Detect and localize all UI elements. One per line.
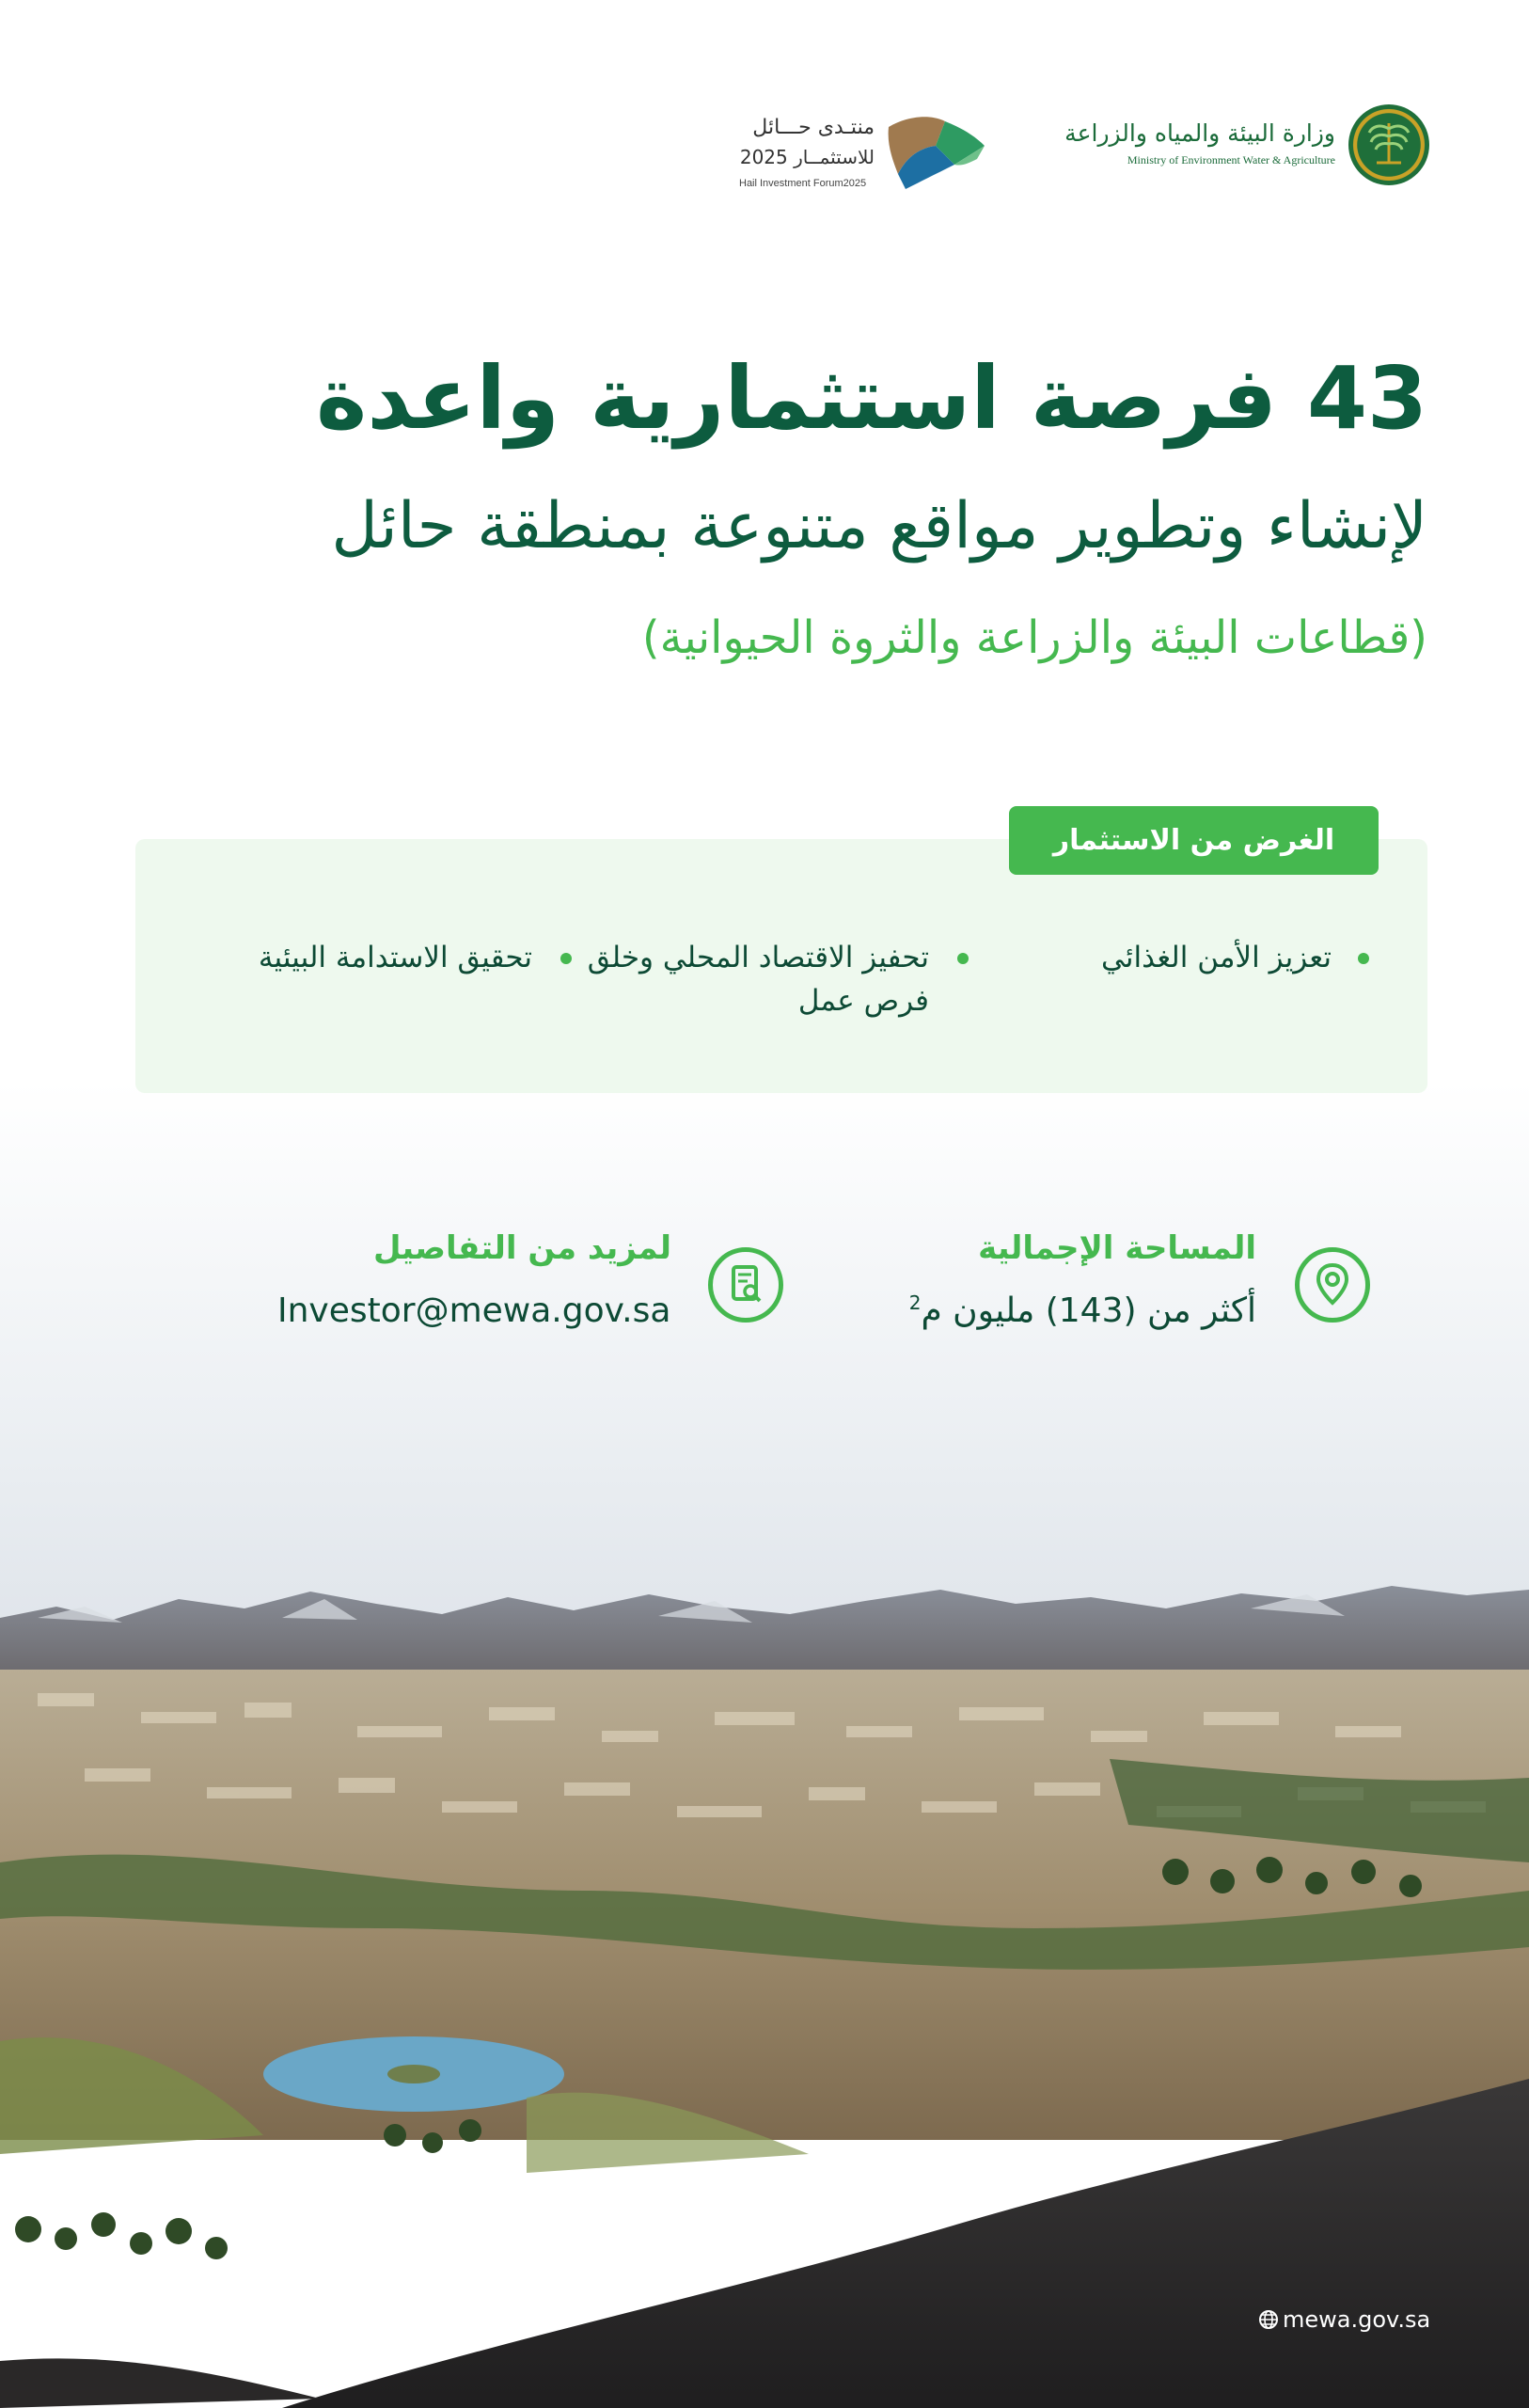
- ministry-name-en: Ministry of Environment Water & Agriculture: [1127, 153, 1335, 166]
- hail-map-icon: [879, 108, 992, 193]
- bullet-dot-icon: [560, 953, 572, 964]
- area-label: المساحة الإجمالية: [978, 1229, 1256, 1267]
- purpose-item: [1049, 936, 1332, 979]
- details-label: لمزيد من التفاصيل: [372, 1229, 671, 1267]
- social-handle-text: mewa_ksa: [117, 2306, 235, 2333]
- globe-icon: [1258, 2306, 1279, 2333]
- purpose-item-label: تحقيق الاستدامة البيئية: [258, 941, 532, 974]
- palm-emblem-icon: [1348, 104, 1429, 185]
- page-subtitle: لإنشاء وتطوير مواقع متنوعة بمنطقة حائل: [331, 489, 1427, 563]
- page-title: 43 فرصة استثمارية واعدة: [316, 348, 1427, 449]
- purpose-item: [572, 936, 929, 1022]
- location-pin-icon: [1295, 1247, 1370, 1323]
- bullet-dot-icon: [1358, 953, 1369, 964]
- bullet-dot-icon: [957, 953, 969, 964]
- hail-city-landscape: [0, 1552, 1529, 2408]
- contact-email[interactable]: Investor@mewa.gov.sa: [277, 1291, 671, 1330]
- forum-name-en: Hail Investment Forum2025: [739, 178, 867, 189]
- area-unit-superscript: 2: [908, 1291, 922, 1314]
- purpose-item-label: تعزيز الأمن الغذائي: [1101, 941, 1332, 974]
- forum-name-ar-line1: منتـدى حـــائل: [752, 116, 875, 139]
- header-logos: [724, 99, 1429, 198]
- forum-name-ar-line2: للاستثمــار 2025: [739, 146, 875, 168]
- ministry-logo: [1063, 99, 1429, 193]
- sectors-line: (قطاعات البيئة والزراعة والثروة الحيوانية): [641, 611, 1427, 664]
- website-link-text: mewa.gov.sa: [1283, 2306, 1431, 2333]
- purpose-badge: الغرض من الاستثمار: [1009, 806, 1379, 875]
- purpose-item: [175, 936, 532, 979]
- social-handle[interactable]: [90, 2306, 235, 2333]
- area-value: [786, 1291, 1256, 1330]
- phone-number-text: 939: [293, 2306, 337, 2333]
- hail-forum-logo: [724, 99, 1006, 198]
- purpose-item-label: تحفيز الاقتصاد المحلي وخلق فرص عمل: [587, 941, 929, 1018]
- website-link[interactable]: [1258, 2306, 1430, 2333]
- area-value-text: أكثر من (143) مليون م: [921, 1291, 1256, 1330]
- at-icon: @: [90, 2306, 113, 2333]
- phone-number[interactable]: [271, 2306, 337, 2333]
- phone-icon: ✆: [271, 2306, 291, 2333]
- ministry-name-ar: وزارة البيئة والمياه والزراعة: [1064, 119, 1335, 147]
